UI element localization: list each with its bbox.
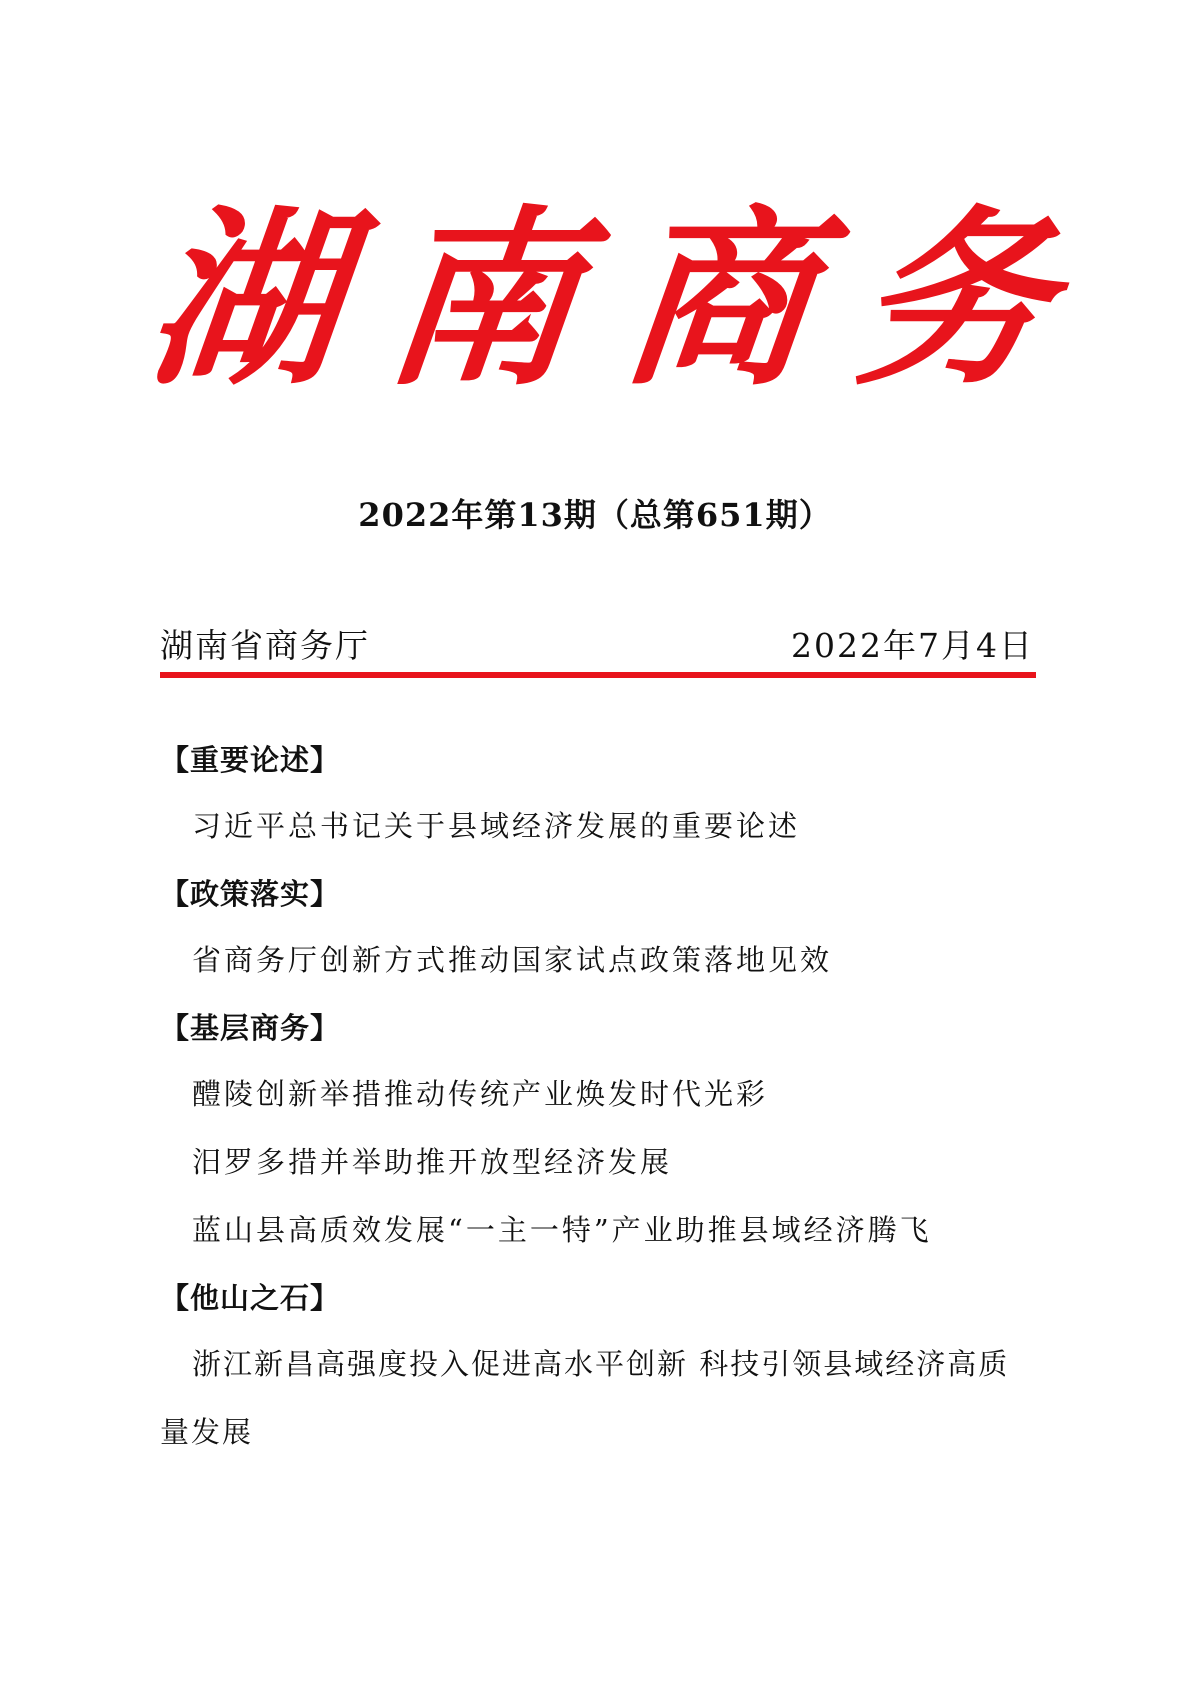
toc-article-title[interactable]: 浙江新昌高强度投入促进高水平创新 科技引领县域经济高质量发展 (160, 1347, 1010, 1449)
masthead-char: 商 (611, 188, 826, 411)
masthead-char: 务 (848, 188, 1062, 411)
masthead-char: 湖 (138, 188, 352, 411)
masthead-title (138, 188, 1062, 411)
issue-date: 2022年7月4日 (791, 626, 1034, 665)
toc-section-heading: 【他山之石】 (160, 1281, 341, 1315)
issuer-name: 湖南省商务厅 (160, 626, 370, 665)
masthead-char: 南 (374, 188, 589, 411)
toc-article-title[interactable]: 醴陵创新举措推动传统产业焕发时代光彩 (192, 1077, 769, 1111)
toc-article-title[interactable]: 省商务厅创新方式推动国家试点政策落地见效 (192, 943, 833, 977)
toc-section-heading: 【政策落实】 (160, 877, 341, 911)
toc-article-title[interactable]: 习近平总书记关于县域经济发展的重要论述 (192, 809, 801, 843)
red-divider-line (160, 672, 1036, 678)
issue-number: 2022年第13期（总第651期） (358, 496, 832, 534)
toc-article-title[interactable]: 蓝山县高质效发展“一主一特”产业助推县域经济腾飞 (192, 1213, 932, 1247)
table-of-contents (160, 738, 1040, 1466)
toc-article-title[interactable]: 汨罗多措并举助推开放型经济发展 (192, 1145, 673, 1179)
toc-section-heading: 【基层商务】 (160, 1011, 341, 1045)
toc-section-heading: 【重要论述】 (160, 743, 341, 777)
